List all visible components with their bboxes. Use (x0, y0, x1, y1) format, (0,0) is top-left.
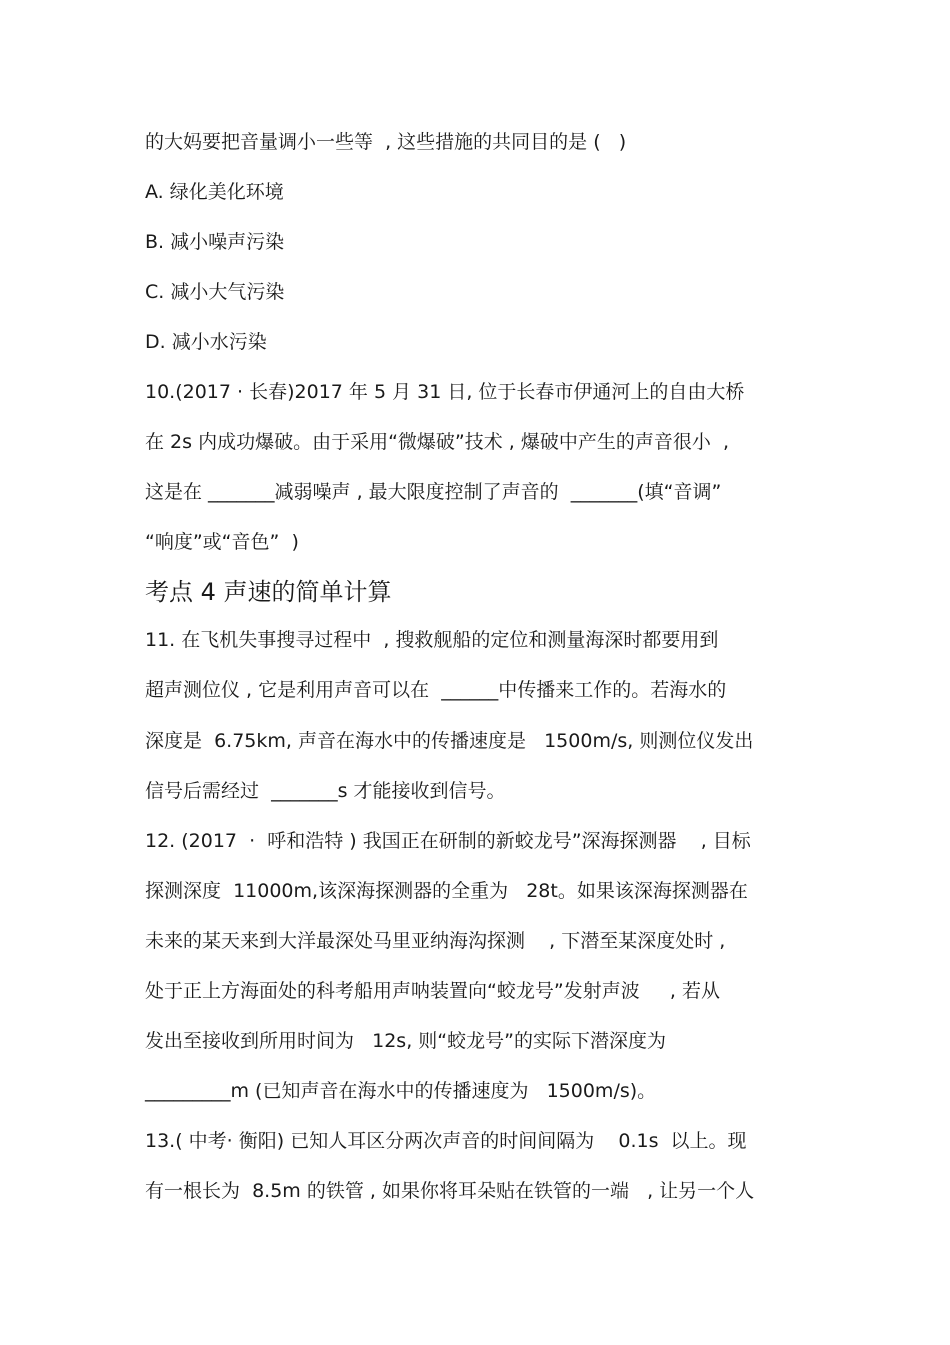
question-10-line-3: 这是在 _______减弱噪声 , 最大限度控制了声音的 _______(填“音调” (145, 481, 722, 503)
question-13-line-2: 有一根长为 8.5m 的铁管 , 如果你将耳朵贴在铁管的一端 , 让另一个人 (145, 1180, 755, 1202)
text-line-continuation: 的大妈要把音量调小一些等 , 这些措施的共同目的是 ( ) (145, 131, 627, 153)
question-12-line-4: 处于正上方海面处的科考船用声呐装置向“蛟龙号”发射声波 , 若从 (145, 980, 720, 1002)
question-12-line-6: _________m (已知声音在海水中的传播速度为 1500m/s)。 (145, 1080, 657, 1102)
question-12-line-3: 未来的某天来到大洋最深处马里亚纳海沟探测 , 下潜至某深度处时 , (145, 930, 726, 952)
question-10-line-4: “响度”或“音色” ) (145, 531, 299, 553)
question-11-line-4: 信号后需经过 _______s 才能接收到信号。 (145, 780, 506, 802)
option-d: D. 减小水污染 (145, 331, 267, 353)
question-10-line-2: 在 2s 内成功爆破。由于采用“微爆破”技术 , 爆破中产生的声音很小 , (145, 431, 729, 453)
option-c: C. 减小大气污染 (145, 281, 285, 303)
question-12-line-2: 探测深度 11000m,该深海探测器的全重为 28t。如果该深海探测器在 (145, 880, 748, 902)
question-11-line-1: 11. 在飞机失事搜寻过程中 , 搜救舰船的定位和测量海深时都要用到 (145, 629, 719, 651)
question-12-line-5: 发出至接收到所用时间为 12s, 则“蛟龙号”的实际下潜深度为 (145, 1030, 666, 1052)
question-12-line-1: 12. (2017 · 呼和浩特 ) 我国正在研制的新蛟龙号”深海探测器 , 目标 (145, 830, 751, 852)
question-11-line-2: 超声测位仪 , 它是利用声音可以在 ______中传播来工作的。若海水的 (145, 679, 727, 701)
option-b: B. 减小噪声污染 (145, 231, 285, 253)
question-11-line-3: 深度是 6.75km, 声音在海水中的传播速度是 1500m/s, 则测位仪发出 (145, 730, 754, 752)
option-a: A. 绿化美化环境 (145, 181, 284, 203)
section-heading: 考点 4 声速的简单计算 (145, 578, 392, 606)
question-10-line-1: 10.(2017 · 长春)2017 年 5 月 31 日, 位于长春市伊通河上的自由大桥 (145, 381, 745, 403)
question-13-line-1: 13.( 中考· 衡阳) 已知人耳区分两次声音的时间间隔为 0.1s 以上。现 (145, 1130, 747, 1152)
